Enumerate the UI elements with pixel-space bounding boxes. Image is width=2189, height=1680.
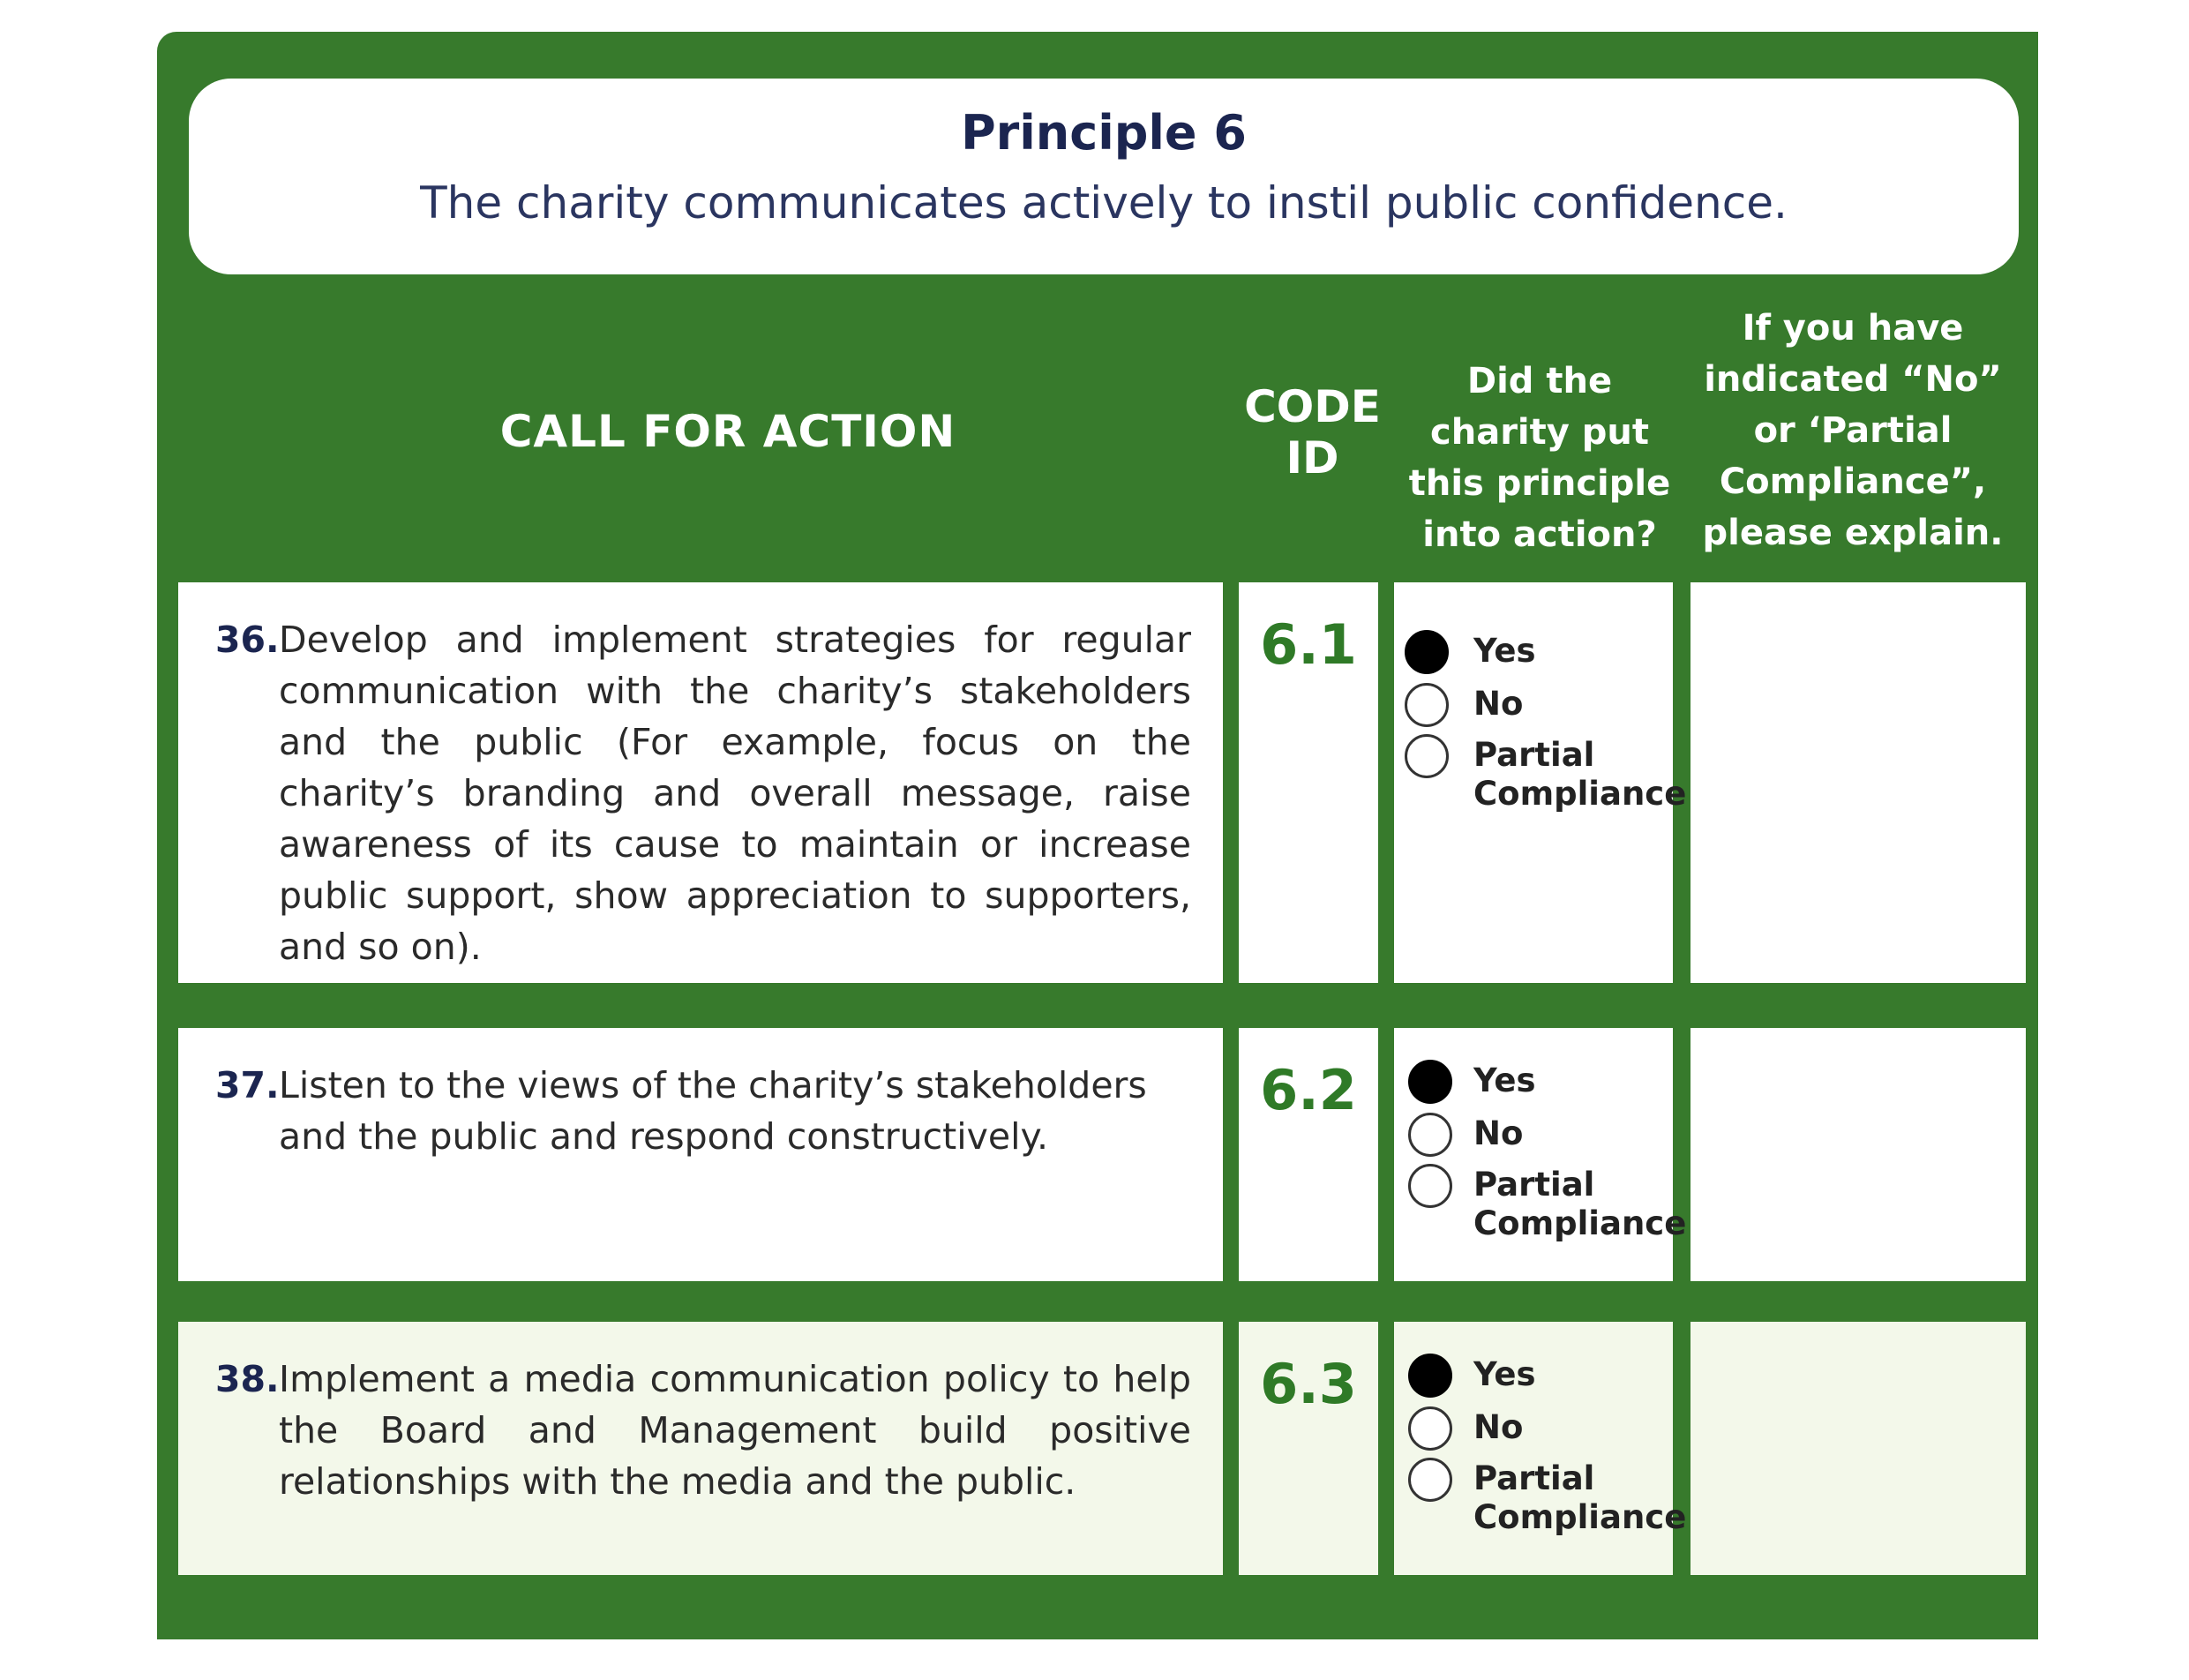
option-yes-label: Yes: [1473, 632, 1536, 670]
action-number: 37.: [215, 1064, 280, 1106]
header-explain-line: indicated “No”: [1704, 359, 2002, 400]
radio-partial-compliance[interactable]: [1408, 1458, 1452, 1502]
option-partial-line: Partial: [1473, 736, 1595, 774]
option-partial-line: Compliance: [1473, 1498, 1687, 1536]
option-no-label: No: [1473, 685, 1524, 723]
action-description: Implement a media communication policy to help the Board and Management build positive relationships with the media and the public.: [279, 1358, 1191, 1503]
compliance-cell: [1394, 1028, 1687, 1281]
code-cell: [1239, 1028, 1378, 1281]
header-explain-line: If you have: [1742, 308, 1964, 349]
header-explain-line: or ‘Partial: [1753, 410, 1953, 451]
header-code-id-line: CODE: [1244, 381, 1381, 432]
option-no-label: No: [1473, 1408, 1524, 1446]
code-id-value: 6.3: [1260, 1352, 1357, 1416]
action-number: 36.: [215, 619, 280, 661]
code-id-value: 6.1: [1260, 612, 1357, 677]
option-partial-line: Partial: [1473, 1166, 1595, 1204]
compliance-cell: [1394, 1322, 1687, 1575]
radio-no[interactable]: [1408, 1406, 1452, 1451]
action-cell: [178, 582, 1223, 983]
header-code-id-line: ID: [1286, 432, 1339, 484]
action-cell: [178, 1028, 1223, 1281]
principle-title: Principle 6: [961, 105, 1247, 161]
explanation-cell[interactable]: [1690, 1028, 2026, 1281]
principle-header-box: [189, 79, 2019, 274]
header-call-for-action: CALL FOR ACTION: [499, 406, 956, 457]
header-did-line: into action?: [1422, 514, 1657, 555]
action-cell: [178, 1322, 1223, 1575]
radio-yes[interactable]: [1405, 630, 1449, 674]
option-partial-line: Compliance: [1473, 1204, 1687, 1242]
code-id-value: 6.2: [1260, 1058, 1357, 1122]
explanation-cell[interactable]: [1690, 1322, 2026, 1575]
action-text: [215, 614, 1191, 972]
action-text: [215, 1354, 1191, 1507]
principle-subtitle: The charity communicates actively to instil public confidence.: [420, 177, 1788, 229]
header-did-line: this principle: [1408, 463, 1671, 504]
code-cell: [1239, 582, 1378, 983]
radio-partial-compliance[interactable]: [1405, 734, 1449, 778]
option-no-label: No: [1473, 1114, 1524, 1152]
header-explain-line: Compliance”,: [1719, 461, 1987, 502]
action-description: Listen to the views of the charity’s stakeholders and the public and respond constructively.: [279, 1064, 1147, 1158]
radio-no[interactable]: [1408, 1113, 1452, 1157]
radio-no[interactable]: [1405, 683, 1449, 727]
option-yes-label: Yes: [1473, 1355, 1536, 1393]
header-did-put-into-action: [1403, 356, 1676, 560]
code-cell: [1239, 1322, 1378, 1575]
radio-yes[interactable]: [1408, 1354, 1452, 1398]
action-description: Develop and implement strategies for regular communication with the charity’s stakeholders and the public (For example, focus on the charity’s branding and overall message, raise awareness of its cause to maintain or increase public support, show appreciation to supporters, and so on).: [279, 619, 1191, 968]
header-explain-line: please explain.: [1702, 513, 2004, 553]
option-partial-line: Partial: [1473, 1459, 1595, 1497]
header-did-line: Did the: [1466, 361, 1613, 401]
action-number: 38.: [215, 1358, 280, 1400]
header-did-line: charity put: [1430, 412, 1649, 453]
option-partial-label: [1473, 1166, 1686, 1243]
option-yes-label: Yes: [1473, 1061, 1536, 1099]
header-explain: [1694, 303, 2012, 559]
option-partial-label: [1473, 736, 1686, 814]
compliance-cell: [1394, 582, 1687, 983]
radio-partial-compliance[interactable]: [1408, 1164, 1452, 1208]
action-text: [215, 1060, 1191, 1162]
header-code-id: [1235, 381, 1390, 484]
option-partial-label: [1473, 1459, 1686, 1537]
radio-yes[interactable]: [1408, 1060, 1452, 1104]
explanation-cell[interactable]: [1690, 582, 2026, 983]
option-partial-line: Compliance: [1473, 775, 1687, 813]
